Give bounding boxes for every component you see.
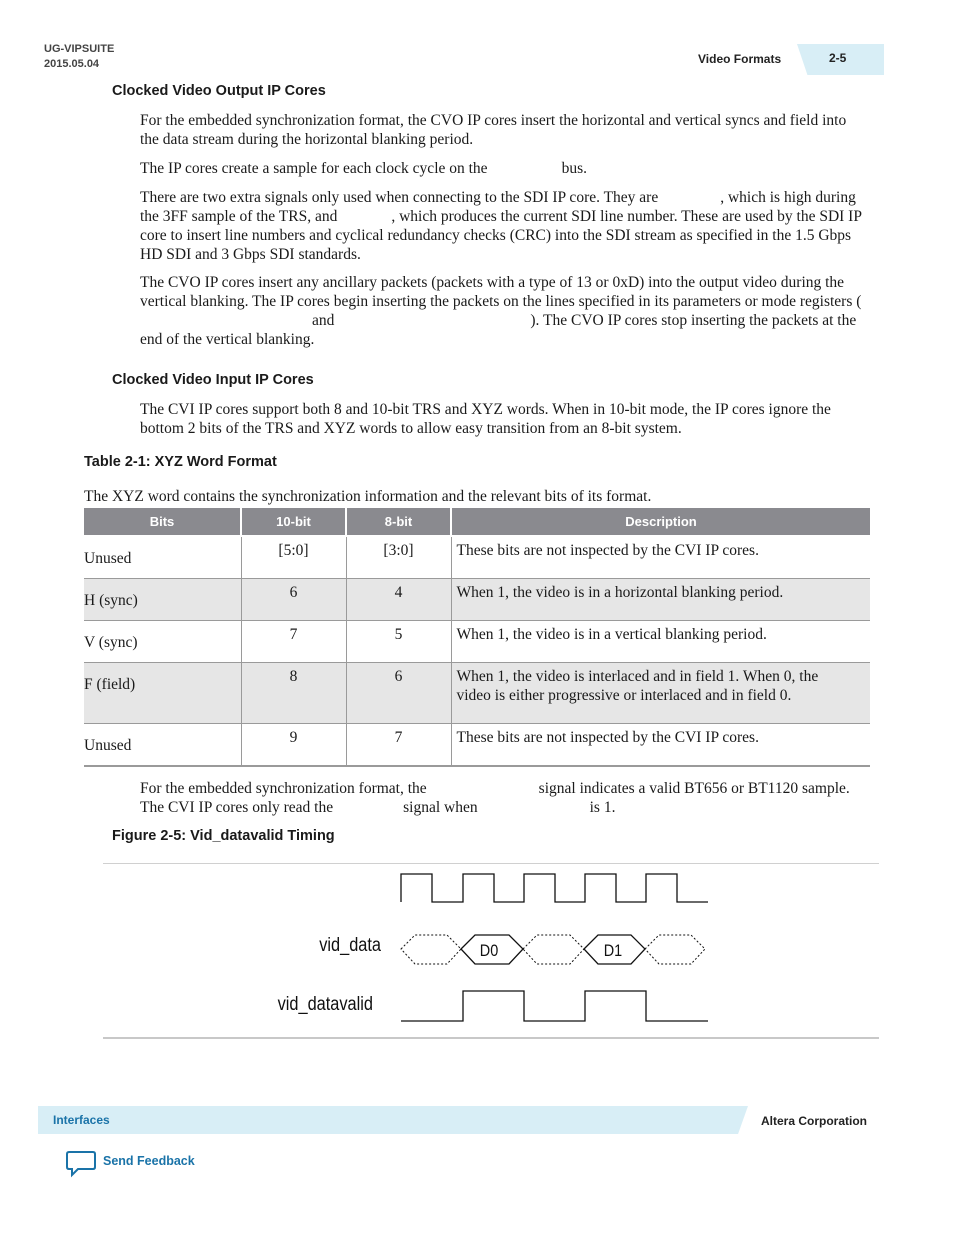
cvo-p4-b: and <box>312 312 335 329</box>
cell-bits: F (field) <box>84 663 241 724</box>
cvo-p2-a: The IP cores create a sample for each clock cycle on the <box>140 160 488 177</box>
cell-8bit: 5 <box>346 621 451 663</box>
table-intro: The XYZ word contains the synchronization information and the relevant bits of its format. <box>84 488 652 505</box>
cell-description: These bits are not inspected by the CVI IP cores. <box>451 724 870 767</box>
cell-bits: Unused <box>84 536 241 579</box>
clock-waveform <box>401 874 708 902</box>
table-row <box>84 621 870 663</box>
data-label-d0: D0 <box>479 941 499 961</box>
cell-description: When 1, the video is in a vertical blanking period. <box>451 621 870 663</box>
after-table-paragraph <box>140 779 862 817</box>
after-table-b: signal indicates a valid BT656 or BT1120 sample. The CVI IP cores only read the <box>140 780 850 816</box>
cell-bits: H (sync) <box>84 579 241 621</box>
cell-8bit: 6 <box>346 663 451 724</box>
cvo-p2-b: bus. <box>561 160 587 177</box>
col-header-10bit: 10-bit <box>241 508 346 536</box>
figure-caption: Figure 2-5: Vid_datavalid Timing <box>112 828 335 844</box>
after-table-a: For the embedded synchronization format, the <box>140 780 427 797</box>
cell-10bit: 9 <box>241 724 346 767</box>
cell-10bit: 8 <box>241 663 346 724</box>
table-row <box>84 536 870 579</box>
cell-8bit: 4 <box>346 579 451 621</box>
doc-date: 2015.05.04 <box>44 58 100 70</box>
figure-top-rule <box>103 863 879 864</box>
page-number: 2-5 <box>829 51 847 65</box>
cvo-paragraph-4 <box>140 273 862 349</box>
cell-bits: V (sync) <box>84 621 241 663</box>
doc-id: UG-VIPSUITE <box>44 43 115 55</box>
data-invalid-0 <box>401 935 461 964</box>
cvi-heading: Clocked Video Input IP Cores <box>112 372 314 388</box>
header-section-title: Video Formats <box>698 52 782 66</box>
cell-8bit: 7 <box>346 724 451 767</box>
cell-bits: Unused <box>84 724 241 767</box>
cvi-p1-text: The CVI IP cores support both 8 and 10-bit TRS and XYZ words. When in 10-bit mode, the IP cores ignore the bottom 2 bits of the TRS and XYZ words to allow easy transition from an 8-bit system. <box>140 401 831 437</box>
cell-description: When 1, the video is interlaced and in field 1. When 0, the video is either progressive or interlaced and in field 0. <box>451 663 870 724</box>
col-header-description: Description <box>451 508 870 536</box>
table-row <box>84 579 870 621</box>
cvo-p1-text: For the embedded synchronization format, the CVO IP cores insert the horizontal and vertical syncs and field into the data stream during the horizontal blanking period. <box>140 112 847 148</box>
cell-10bit: 7 <box>241 621 346 663</box>
after-table-c: signal when <box>403 799 478 816</box>
table-row <box>84 663 870 724</box>
data-invalid-1 <box>523 935 584 964</box>
cell-description: These bits are not inspected by the CVI IP cores. <box>451 536 870 579</box>
signal-label-vid-data: vid_data <box>319 935 381 956</box>
col-header-8bit: 8-bit <box>346 508 451 536</box>
cvo-p3-c: , which produces the current SDI line number. These are used by the SDI IP core to insert line numbers and cyclical redundancy checks (CRC) into the SDI stream as specified in the 1.5 Gbps HD SDI and 3 Gbps SDI standards. <box>140 208 862 263</box>
table-row <box>84 724 870 767</box>
cvo-p3-b: , which is high during the 3FF sample of the TRS, and <box>140 189 856 225</box>
table-caption: Table 2-1: XYZ Word Format <box>84 454 277 470</box>
table-header-row <box>84 508 870 536</box>
cvi-paragraph-1 <box>140 400 862 438</box>
cvo-paragraph-3 <box>140 188 862 264</box>
data-invalid-2 <box>645 935 705 964</box>
signal-label-vid-datavalid: vid_datavalid <box>277 994 373 1015</box>
col-header-bits: Bits <box>84 508 241 536</box>
xyz-word-format-table <box>84 508 870 767</box>
cvo-paragraph-2 <box>140 159 862 178</box>
cvo-heading: Clocked Video Output IP Cores <box>112 83 326 99</box>
cvo-p4-c: ). The CVO IP cores stop inserting the packets at the end of the vertical blanking. <box>140 312 857 348</box>
send-feedback-link[interactable]: Send Feedback <box>103 1154 195 1168</box>
footer-company: Altera Corporation <box>761 1114 868 1128</box>
data-label-d1: D1 <box>603 941 623 961</box>
after-table-d: is 1. <box>589 799 616 816</box>
cvo-p4-a: The CVO IP cores insert any ancillary packets (packets with a type of 13 or 0xD) into the output video during the vertical blanking. The IP cores begin inserting the packets on the lines specified in its parameters or mode registers ( <box>140 274 862 310</box>
speech-bubble-icon[interactable] <box>66 1150 96 1178</box>
footer-section-link[interactable]: Interfaces <box>53 1113 110 1127</box>
datavalid-waveform <box>401 991 708 1021</box>
cell-10bit: 6 <box>241 579 346 621</box>
cell-10bit: [5:0] <box>241 536 346 579</box>
cvo-p3-a: There are two extra signals only used when connecting to the SDI IP core. They are <box>140 189 659 206</box>
cell-description: When 1, the video is in a horizontal blanking period. <box>451 579 870 621</box>
cell-8bit: [3:0] <box>346 536 451 579</box>
document-id <box>44 42 114 72</box>
figure-bottom-rule <box>103 1037 879 1039</box>
footer-band <box>38 1106 748 1134</box>
timing-diagram <box>395 868 715 1028</box>
cvo-paragraph-1 <box>140 111 862 149</box>
